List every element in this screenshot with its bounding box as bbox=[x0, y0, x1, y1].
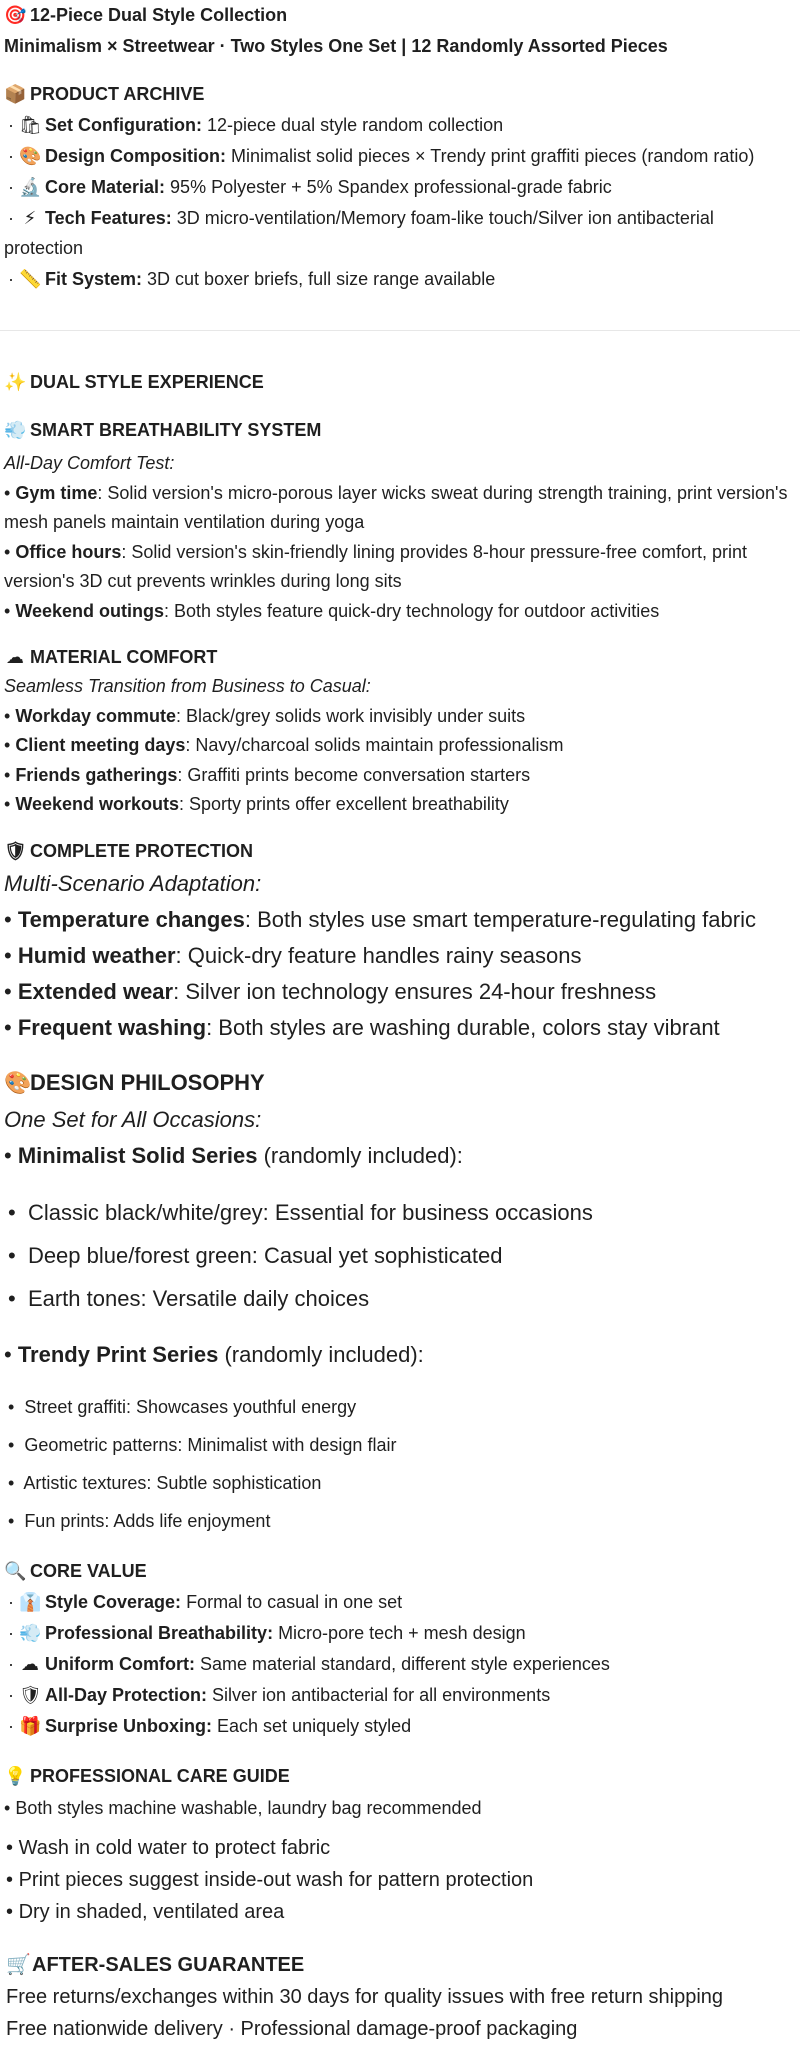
section-heading-archive: 📦 PRODUCT ARCHIVE bbox=[4, 80, 204, 109]
list-item-continuation: version's 3D cut prevents wrinkles during long sits bbox=[4, 571, 402, 591]
list-item: • Friends gatherings: Graffiti prints become conversation starters bbox=[4, 765, 531, 785]
list-item: · ☁ Uniform Comfort: Same material standard, different style experiences bbox=[8, 1650, 610, 1679]
section-heading-protection: 🛡 COMPLETE PROTECTION bbox=[4, 837, 253, 866]
section-heading-after-sales: 🛒AFTER-SALES GUARANTEE bbox=[6, 1949, 304, 1980]
list-item: • Weekend workouts: Sporty prints offer excellent breathability bbox=[4, 794, 509, 814]
gift-icon: 🎁 bbox=[19, 1716, 42, 1737]
subsection-heading-solid: • Minimalist Solid Series (randomly included): bbox=[4, 1143, 463, 1168]
section-heading-care: 💡 PROFESSIONAL CARE GUIDE bbox=[4, 1762, 290, 1791]
list-item: • Both styles machine washable, laundry bag recommended bbox=[4, 1798, 482, 1818]
section-intro: Multi-Scenario Adaptation: bbox=[4, 871, 262, 896]
list-item: · 🔬 Core Material: 95% Polyester + 5% Spandex professional-grade fabric bbox=[8, 173, 612, 202]
art-palette-icon: 🎨 bbox=[4, 1071, 32, 1096]
list-item: • Workday commute: Black/grey solids work invisibly under suits bbox=[4, 706, 526, 726]
list-item: · 🛍 Set Configuration: 12-piece dual style random collection bbox=[8, 111, 503, 140]
list-item: · ⚡ Tech Features: 3D micro-ventilation/Memory foam-like touch/Silver ion antibacterial bbox=[8, 204, 714, 233]
list-item: • Print pieces suggest inside-out wash for pattern protection bbox=[6, 1869, 534, 1891]
section-heading-dual-style: ✨ DUAL STYLE EXPERIENCE bbox=[4, 368, 264, 397]
wind-icon: 💨 bbox=[4, 420, 27, 441]
section-intro: Seamless Transition from Business to Casual: bbox=[4, 676, 371, 696]
list-item: • Street graffiti: Showcases youthful energy bbox=[8, 1397, 357, 1417]
list-item: • Earth tones: Versatile daily choices bbox=[8, 1286, 370, 1311]
ruler-icon: 📏 bbox=[19, 269, 42, 290]
list-item: • Humid weather: Quick-dry feature handles rainy seasons bbox=[4, 943, 582, 968]
list-item: • Frequent washing: Both styles are washing durable, colors stay vibrant bbox=[4, 1015, 720, 1040]
list-item: · 🛡 All-Day Protection: Silver ion antibacterial for all environments bbox=[8, 1681, 550, 1710]
section-heading-breathability: 💨 SMART BREATHABILITY SYSTEM bbox=[4, 416, 321, 445]
list-item: · 📏 Fit System: 3D cut boxer briefs, full size range available bbox=[8, 265, 495, 294]
section-heading-material: ☁ MATERIAL COMFORT bbox=[4, 643, 217, 672]
magnifier-icon: 🔍 bbox=[4, 1561, 27, 1582]
target-icon: 🎯 bbox=[4, 5, 27, 26]
cloud-icon: ☁ bbox=[6, 647, 24, 668]
clothing-icon: 👔 bbox=[19, 1592, 42, 1613]
section-heading-core-value: 🔍 CORE VALUE bbox=[4, 1557, 147, 1586]
list-item: • Wash in cold water to protect fabric bbox=[6, 1837, 331, 1859]
list-item: · 👔 Style Coverage: Formal to casual in one set bbox=[8, 1588, 402, 1617]
list-item: · 💨 Professional Breathability: Micro-pore tech + mesh design bbox=[8, 1619, 526, 1648]
lightning-icon: ⚡ bbox=[23, 208, 37, 229]
list-item: • Office hours: Solid version's skin-friendly lining provides 8-hour pressure-free comfort, print bbox=[4, 542, 748, 562]
list-item: • Classic black/white/grey: Essential for business occasions bbox=[8, 1200, 593, 1225]
package-icon: 📦 bbox=[4, 84, 27, 105]
list-item: · 🎁 Surprise Unboxing: Each set uniquely styled bbox=[8, 1712, 411, 1741]
list-item: • Artistic textures: Subtle sophistication bbox=[8, 1473, 322, 1493]
list-item: • Deep blue/forest green: Casual yet sophisticated bbox=[8, 1243, 503, 1268]
product-subtitle: Minimalism × Streetwear · Two Styles One Set | 12 Randomly Assorted Pieces bbox=[4, 36, 668, 56]
shield-icon: 🛡 bbox=[19, 1685, 42, 1706]
list-item: · 🎨 Design Composition: Minimalist solid pieces × Trendy print graffiti pieces (random ratio) bbox=[8, 142, 754, 171]
list-item: • Dry in shaded, ventilated area bbox=[6, 1901, 285, 1923]
cloud-icon: ☁ bbox=[21, 1654, 39, 1675]
list-item: • Gym time: Solid version's micro-porous layer wicks sweat during strength training, print version's bbox=[4, 483, 788, 503]
section-heading-philosophy: 🎨DESIGN PHILOSOPHY bbox=[4, 1067, 265, 1100]
list-item: • Temperature changes: Both styles use smart temperature-regulating fabric bbox=[4, 907, 756, 932]
subsection-heading-print: • Trendy Print Series (randomly included): bbox=[4, 1342, 424, 1367]
list-item: • Fun prints: Adds life enjoyment bbox=[8, 1511, 271, 1531]
list-item: • Client meeting days: Navy/charcoal solids maintain professionalism bbox=[4, 735, 564, 755]
art-palette-icon: 🎨 bbox=[19, 146, 42, 167]
lightbulb-icon: 💡 bbox=[4, 1766, 27, 1787]
guarantee-line: Free returns/exchanges within 30 days for quality issues with free return shipping bbox=[6, 1986, 724, 2008]
guarantee-line: Free nationwide delivery · Professional damage-proof packaging bbox=[6, 2018, 578, 2040]
list-item-continuation: mesh panels maintain ventilation during yoga bbox=[4, 512, 365, 532]
shield-icon: 🛡 bbox=[4, 841, 27, 862]
shopping-bags-icon: 🛍 bbox=[19, 115, 42, 136]
section-intro: One Set for All Occasions: bbox=[4, 1107, 262, 1132]
list-item: • Weekend outings: Both styles feature quick-dry technology for outdoor activities bbox=[4, 601, 660, 621]
wind-icon: 💨 bbox=[19, 1623, 42, 1644]
list-item: • Extended wear: Silver ion technology ensures 24-hour freshness bbox=[4, 979, 657, 1004]
shopping-cart-icon: 🛒 bbox=[6, 1952, 31, 1976]
product-title: 🎯 12-Piece Dual Style Collection bbox=[4, 1, 287, 30]
divider bbox=[0, 330, 800, 331]
list-item: • Geometric patterns: Minimalist with design flair bbox=[8, 1435, 397, 1455]
sparkles-icon: ✨ bbox=[4, 372, 27, 393]
section-intro: All-Day Comfort Test: bbox=[4, 453, 175, 473]
list-item-continuation: protection bbox=[4, 238, 84, 258]
microscope-icon: 🔬 bbox=[19, 177, 42, 198]
